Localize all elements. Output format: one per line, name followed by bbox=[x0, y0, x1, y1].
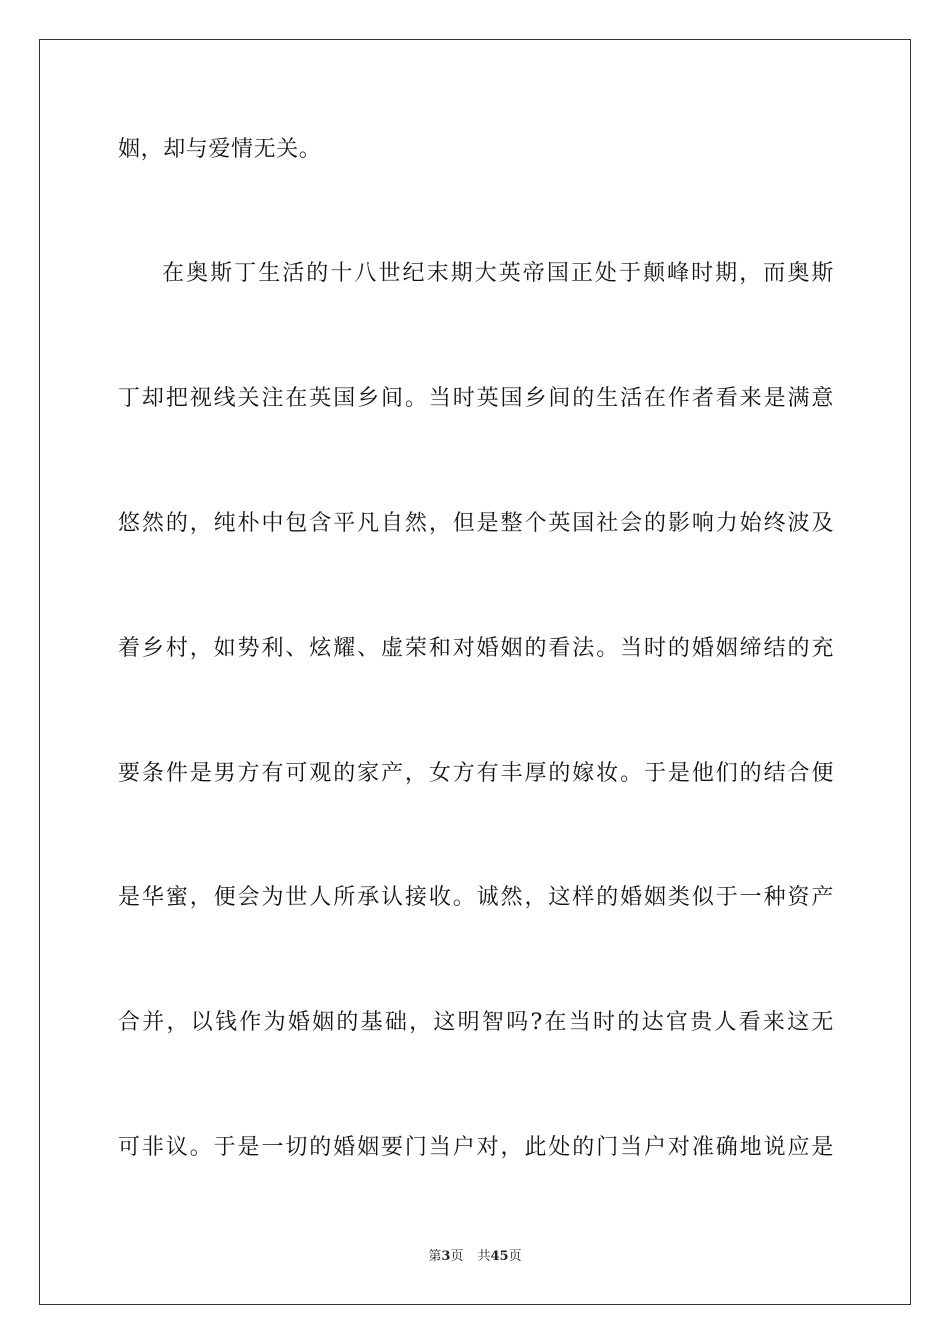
paragraph-line-3: 丁却把视线关注在英国乡间。当时英国乡间的生活在作者看来是满意 bbox=[118, 386, 834, 411]
paragraph-line-7: 是华蜜，便会为世人所承认接收。诚然，这样的婚姻类似于一种资产 bbox=[118, 885, 834, 910]
page-footer bbox=[0, 1249, 950, 1265]
paragraph-line-5: 着乡村，如势利、炫耀、虚荣和对婚姻的看法。当时的婚姻缔结的充 bbox=[118, 636, 834, 661]
paragraph-line-1: 姻，却与爱情无关。 bbox=[118, 137, 322, 162]
total-pages: 45 bbox=[490, 1249, 509, 1264]
page-border bbox=[39, 39, 911, 1305]
paragraph-line-8: 合并，以钱作为婚姻的基础，这明智吗?在当时的达官贵人看来这无 bbox=[118, 1010, 834, 1035]
page-prefix: 第 bbox=[428, 1249, 442, 1264]
page-number: 3 bbox=[441, 1249, 451, 1264]
paragraph-line-9: 可非议。于是一切的婚姻要门当户对，此处的门当户对准确地说应是 bbox=[118, 1135, 834, 1160]
page-suffix: 页 bbox=[450, 1249, 464, 1264]
total-prefix: 共 bbox=[477, 1249, 491, 1264]
paragraph-line-6: 要条件是男方有可观的家产，女方有丰厚的嫁妆。于是他们的结合便 bbox=[118, 761, 834, 786]
paragraph-line-4: 悠然的，纯朴中包含平凡自然，但是整个英国社会的影响力始终波及 bbox=[118, 511, 834, 536]
paragraph-line-2: 在奥斯丁生活的十八世纪末期大英帝国正处于颠峰时期，而奥斯 bbox=[162, 261, 834, 286]
total-suffix: 页 bbox=[508, 1249, 522, 1264]
